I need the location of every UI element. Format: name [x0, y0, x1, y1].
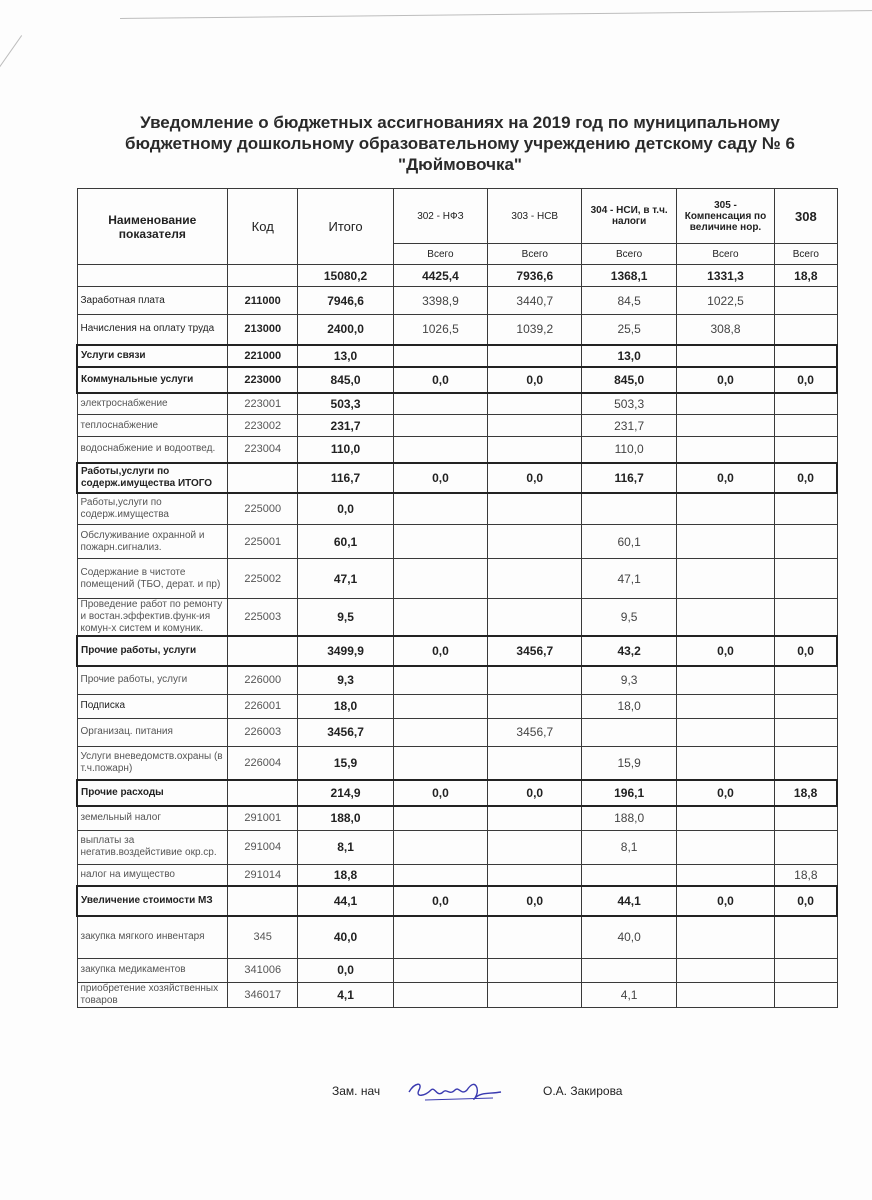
row-c304: 18,0	[582, 694, 676, 718]
row-c302	[393, 415, 487, 437]
table-row	[77, 393, 837, 415]
row-c303	[488, 345, 582, 367]
row-total: 47,1	[298, 559, 393, 599]
row-c304: 110,0	[582, 437, 676, 463]
header-303: 303 - НСВ	[488, 189, 582, 244]
row-code: 345	[228, 916, 298, 958]
row-c303	[488, 525, 582, 559]
table-row	[77, 463, 837, 493]
scan-edge-top	[120, 10, 872, 19]
row-c302	[393, 718, 487, 746]
row-code: 341006	[228, 958, 298, 982]
row-name: Содержание в чистоте помещений (ТБО, дерат. и пр)	[77, 559, 228, 599]
row-name: Подписка	[77, 694, 228, 718]
row-code: 291014	[228, 864, 298, 886]
row-c303: 0,0	[488, 367, 582, 393]
row-c303: 0,0	[488, 886, 582, 916]
row-c302	[393, 916, 487, 958]
title-line-3: "Дюймовочка"	[398, 155, 522, 174]
table-row	[77, 437, 837, 463]
row-c308	[775, 559, 837, 599]
row-c303: 3440,7	[488, 287, 582, 315]
table-row	[77, 599, 837, 637]
row-c305	[676, 830, 774, 864]
row-code: 211000	[228, 287, 298, 315]
row-name: налог на имущество	[77, 864, 228, 886]
row-c308	[775, 525, 837, 559]
row-name: Услуги вневедомств.охраны (в т.ч.пожарн)	[77, 746, 228, 780]
row-code	[228, 780, 298, 806]
row-c303: 0,0	[488, 463, 582, 493]
row-c303: 0,0	[488, 780, 582, 806]
row-name: Услуги связи	[77, 345, 228, 367]
row-c308	[775, 287, 837, 315]
row-c304: 845,0	[582, 367, 676, 393]
row-c302: 0,0	[393, 886, 487, 916]
row-c305	[676, 666, 774, 694]
row-c308	[775, 982, 837, 1007]
table-row	[77, 315, 837, 345]
row-total: 15080,2	[298, 265, 393, 287]
row-c302	[393, 806, 487, 830]
sub-303: Всего	[488, 244, 582, 265]
row-c308	[775, 746, 837, 780]
row-c304: 231,7	[582, 415, 676, 437]
row-name: Прочие работы, услуги	[77, 666, 228, 694]
table-row	[77, 666, 837, 694]
row-code	[228, 265, 298, 287]
row-c304: 8,1	[582, 830, 676, 864]
row-c303	[488, 982, 582, 1007]
row-c305	[676, 864, 774, 886]
row-code: 226003	[228, 718, 298, 746]
row-c308	[775, 718, 837, 746]
row-code: 225000	[228, 493, 298, 525]
sub-304: Всего	[582, 244, 676, 265]
row-c305: 0,0	[676, 636, 774, 666]
row-c304: 9,5	[582, 599, 676, 637]
table-row	[77, 493, 837, 525]
row-c303	[488, 493, 582, 525]
header-name: Наименование показателя	[77, 189, 228, 265]
header-308: 308	[775, 189, 837, 244]
header-code: Код	[228, 189, 298, 265]
row-c302	[393, 599, 487, 637]
table-row	[77, 780, 837, 806]
row-code: 291001	[228, 806, 298, 830]
row-c305: 0,0	[676, 780, 774, 806]
row-c305: 0,0	[676, 886, 774, 916]
row-c303	[488, 415, 582, 437]
row-name: теплоснабжение	[77, 415, 228, 437]
row-c304: 43,2	[582, 636, 676, 666]
row-code: 225003	[228, 599, 298, 637]
row-c304: 84,5	[582, 287, 676, 315]
row-c305	[676, 718, 774, 746]
table-row	[77, 916, 837, 958]
row-c308: 0,0	[775, 367, 837, 393]
row-c303	[488, 559, 582, 599]
row-name: электроснабжение	[77, 393, 228, 415]
row-total: 116,7	[298, 463, 393, 493]
row-name: Прочие расходы	[77, 780, 228, 806]
row-c302: 0,0	[393, 636, 487, 666]
row-code: 226001	[228, 694, 298, 718]
row-c303	[488, 437, 582, 463]
row-c304: 503,3	[582, 393, 676, 415]
table-row	[77, 415, 837, 437]
row-total: 9,5	[298, 599, 393, 637]
row-name: Увеличение стоимости МЗ	[77, 886, 228, 916]
table-row	[77, 982, 837, 1007]
table-row	[77, 718, 837, 746]
row-c302: 0,0	[393, 367, 487, 393]
row-c308	[775, 694, 837, 718]
row-c308	[775, 415, 837, 437]
table-row	[77, 746, 837, 780]
row-name: закупка мягкого инвентаря	[77, 916, 228, 958]
row-c305	[676, 525, 774, 559]
row-c308: 18,8	[775, 265, 837, 287]
row-total: 845,0	[298, 367, 393, 393]
row-c308	[775, 958, 837, 982]
row-c304	[582, 493, 676, 525]
row-c304: 116,7	[582, 463, 676, 493]
row-code: 221000	[228, 345, 298, 367]
row-total: 0,0	[298, 493, 393, 525]
sub-308: Всего	[775, 244, 837, 265]
row-c302: 0,0	[393, 463, 487, 493]
title-line-2: бюджетному дошкольному образовательному учреждению детскому саду № 6	[125, 134, 795, 153]
row-total: 214,9	[298, 780, 393, 806]
header-304: 304 - НСИ, в т.ч. налоги	[582, 189, 676, 244]
row-c303	[488, 916, 582, 958]
row-c302	[393, 746, 487, 780]
row-c303	[488, 958, 582, 982]
row-c304: 25,5	[582, 315, 676, 345]
row-c303	[488, 694, 582, 718]
header-total: Итого	[298, 189, 393, 265]
row-c305	[676, 393, 774, 415]
row-c304	[582, 864, 676, 886]
row-c303: 3456,7	[488, 636, 582, 666]
handwritten-signature	[405, 1078, 505, 1113]
row-code: 346017	[228, 982, 298, 1007]
row-code: 226004	[228, 746, 298, 780]
row-c302	[393, 830, 487, 864]
row-name: выплаты за негатив.воздейстивие окр.ср.	[77, 830, 228, 864]
row-c303	[488, 864, 582, 886]
row-total: 18,0	[298, 694, 393, 718]
row-total: 231,7	[298, 415, 393, 437]
signer-role: Зам. нач	[332, 1084, 381, 1098]
row-c308	[775, 830, 837, 864]
row-total: 60,1	[298, 525, 393, 559]
row-name: земельный налог	[77, 806, 228, 830]
table-row	[77, 265, 837, 287]
row-code	[228, 463, 298, 493]
row-c305	[676, 694, 774, 718]
row-c305	[676, 982, 774, 1007]
row-c308	[775, 393, 837, 415]
row-c308	[775, 666, 837, 694]
row-c305	[676, 806, 774, 830]
row-c308: 18,8	[775, 780, 837, 806]
row-code: 226000	[228, 666, 298, 694]
row-c302: 4425,4	[393, 265, 487, 287]
table-row	[77, 830, 837, 864]
row-c302	[393, 694, 487, 718]
header-305: 305 - Компенсация по величине нор.	[676, 189, 774, 244]
row-code: 213000	[228, 315, 298, 345]
row-name: закупка медикаментов	[77, 958, 228, 982]
row-c304: 1368,1	[582, 265, 676, 287]
table-row	[77, 287, 837, 315]
row-c304: 47,1	[582, 559, 676, 599]
row-c302	[393, 437, 487, 463]
row-c302	[393, 559, 487, 599]
row-total: 18,8	[298, 864, 393, 886]
row-c302	[393, 493, 487, 525]
row-name: Организац. питания	[77, 718, 228, 746]
row-c302: 3398,9	[393, 287, 487, 315]
row-total: 110,0	[298, 437, 393, 463]
row-total: 15,9	[298, 746, 393, 780]
row-total: 7946,6	[298, 287, 393, 315]
row-name: Начисления на оплату труда	[77, 315, 228, 345]
row-c308	[775, 493, 837, 525]
row-code	[228, 636, 298, 666]
row-c302	[393, 864, 487, 886]
row-code: 291004	[228, 830, 298, 864]
row-c308	[775, 315, 837, 345]
row-name: Обслуживание охранной и пожарн.сигнализ.	[77, 525, 228, 559]
row-code: 223002	[228, 415, 298, 437]
budget-table	[76, 188, 838, 1008]
row-c305: 1022,5	[676, 287, 774, 315]
header-302: 302 - НФЗ	[393, 189, 487, 244]
row-c305	[676, 746, 774, 780]
row-total: 2400,0	[298, 315, 393, 345]
row-c304: 15,9	[582, 746, 676, 780]
row-c308: 0,0	[775, 636, 837, 666]
row-c304: 9,3	[582, 666, 676, 694]
sub-305: Всего	[676, 244, 774, 265]
document-title	[90, 112, 830, 175]
row-total: 9,3	[298, 666, 393, 694]
row-c308	[775, 806, 837, 830]
row-c308	[775, 437, 837, 463]
row-name	[77, 265, 228, 287]
row-c302	[393, 345, 487, 367]
table-row	[77, 806, 837, 830]
row-c304: 60,1	[582, 525, 676, 559]
row-c305	[676, 559, 774, 599]
row-c303	[488, 599, 582, 637]
row-name: Работы,услуги по содерж.имущества	[77, 493, 228, 525]
table-row	[77, 886, 837, 916]
row-name: водоснабжение и водоотвед.	[77, 437, 228, 463]
row-c302	[393, 666, 487, 694]
row-c304	[582, 958, 676, 982]
signature-block	[0, 1078, 872, 1108]
table-row	[77, 559, 837, 599]
table-row	[77, 694, 837, 718]
row-name: Проведение работ по ремонту и востан.эффектив.функ-ия комун-х систем и комуник.	[77, 599, 228, 637]
row-c305	[676, 493, 774, 525]
row-c308	[775, 916, 837, 958]
scan-edge-left	[0, 35, 22, 85]
row-c308: 0,0	[775, 886, 837, 916]
row-c305	[676, 599, 774, 637]
row-total: 503,3	[298, 393, 393, 415]
row-c303: 7936,6	[488, 265, 582, 287]
row-total: 188,0	[298, 806, 393, 830]
row-c305	[676, 958, 774, 982]
row-code: 225001	[228, 525, 298, 559]
row-c308: 0,0	[775, 463, 837, 493]
row-c305	[676, 916, 774, 958]
row-total: 8,1	[298, 830, 393, 864]
row-code: 223001	[228, 393, 298, 415]
row-c304: 13,0	[582, 345, 676, 367]
row-c305	[676, 437, 774, 463]
row-total: 4,1	[298, 982, 393, 1007]
row-c304: 4,1	[582, 982, 676, 1007]
row-c303	[488, 830, 582, 864]
table-row	[77, 367, 837, 393]
row-c303	[488, 393, 582, 415]
signer-name: О.А. Закирова	[543, 1084, 623, 1098]
row-name: приобретение хозяйственных товаров	[77, 982, 228, 1007]
row-c304: 188,0	[582, 806, 676, 830]
row-name: Коммунальные услуги	[77, 367, 228, 393]
row-total: 13,0	[298, 345, 393, 367]
row-c303	[488, 746, 582, 780]
row-c302	[393, 982, 487, 1007]
row-total: 0,0	[298, 958, 393, 982]
row-c304: 44,1	[582, 886, 676, 916]
row-c303	[488, 666, 582, 694]
row-c302	[393, 393, 487, 415]
row-c302: 0,0	[393, 780, 487, 806]
row-name: Заработная плата	[77, 287, 228, 315]
row-c305: 0,0	[676, 367, 774, 393]
title-line-1: Уведомление о бюджетных ассигнованиях на 2019 год по муниципальному	[140, 113, 780, 132]
row-c304: 196,1	[582, 780, 676, 806]
row-c308: 18,8	[775, 864, 837, 886]
row-c302	[393, 958, 487, 982]
row-code	[228, 886, 298, 916]
table-row	[77, 864, 837, 886]
row-name: Прочие работы, услуги	[77, 636, 228, 666]
table-row	[77, 345, 837, 367]
sub-302: Всего	[393, 244, 487, 265]
row-c305	[676, 345, 774, 367]
row-c308	[775, 599, 837, 637]
row-code: 223004	[228, 437, 298, 463]
row-total: 44,1	[298, 886, 393, 916]
row-total: 3456,7	[298, 718, 393, 746]
row-name: Работы,услуги по содерж.имущества ИТОГО	[77, 463, 228, 493]
row-c303: 3456,7	[488, 718, 582, 746]
row-total: 3499,9	[298, 636, 393, 666]
row-total: 40,0	[298, 916, 393, 958]
row-code: 223000	[228, 367, 298, 393]
row-c308	[775, 345, 837, 367]
row-code: 225002	[228, 559, 298, 599]
table-row	[77, 958, 837, 982]
table-row	[77, 525, 837, 559]
row-c304	[582, 718, 676, 746]
row-c304: 40,0	[582, 916, 676, 958]
row-c302	[393, 525, 487, 559]
table-row	[77, 636, 837, 666]
row-c303	[488, 806, 582, 830]
row-c305: 1331,3	[676, 265, 774, 287]
header-row	[77, 189, 837, 244]
row-c305: 308,8	[676, 315, 774, 345]
row-c305: 0,0	[676, 463, 774, 493]
row-c303: 1039,2	[488, 315, 582, 345]
row-c302: 1026,5	[393, 315, 487, 345]
row-c305	[676, 415, 774, 437]
